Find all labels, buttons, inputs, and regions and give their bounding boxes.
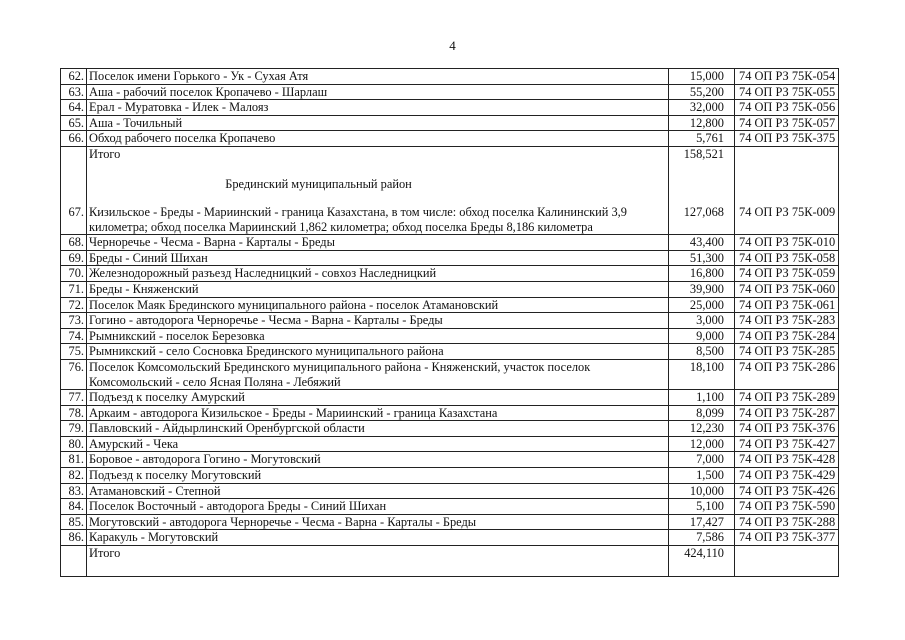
- road-length: 12,000: [669, 436, 735, 452]
- road-length: 7,586: [669, 530, 735, 546]
- road-name: Кизильское - Бреды - Мариинский - граница Казахстана, в том числе: обход поселка Калининский 3,9 километра; обход поселка Мариинский 1,862 километра; обход поселка Бреды 8,186 километра: [87, 205, 669, 235]
- road-code: 74 ОП РЗ 75К-058: [735, 250, 839, 266]
- road-name: Рымникский - село Сосновка Брединского муниципального района: [87, 344, 669, 360]
- road-name: Поселок Комсомольский Брединского муниципального района - Княженский, участок поселок Комсомольский - село Ясная Поляна - Лебяжий: [87, 359, 669, 389]
- roads-table: [60, 68, 839, 577]
- row-number: 79.: [61, 421, 87, 437]
- road-code: 74 ОП РЗ 75К-285: [735, 344, 839, 360]
- row-number: 65.: [61, 115, 87, 131]
- row-number: [61, 147, 87, 177]
- row-number: 62.: [61, 69, 87, 85]
- row-number: 69.: [61, 250, 87, 266]
- road-name: Могутовский - автодорога Черноречье - Чесма - Варна - Карталы - Бреды: [87, 514, 669, 530]
- total-value: 424,110: [669, 546, 735, 577]
- road-name: Бреды - Синий Шихан: [87, 250, 669, 266]
- road-length: 5,100: [669, 499, 735, 515]
- road-length: 51,300: [669, 250, 735, 266]
- road-length: 39,900: [669, 281, 735, 297]
- road-length: 3,000: [669, 313, 735, 329]
- road-code: 74 ОП РЗ 75К-288: [735, 514, 839, 530]
- road-length: 55,200: [669, 84, 735, 100]
- road-code: [735, 177, 839, 205]
- table-row: [61, 390, 839, 406]
- table-row: [61, 468, 839, 484]
- road-length: [669, 177, 735, 205]
- road-code: [735, 147, 839, 177]
- row-number: 84.: [61, 499, 87, 515]
- total-label: Итого: [87, 546, 669, 577]
- road-length: 43,400: [669, 235, 735, 251]
- row-number: 70.: [61, 266, 87, 282]
- road-length: 1,500: [669, 468, 735, 484]
- row-number: 77.: [61, 390, 87, 406]
- table-row: [61, 115, 839, 131]
- total-value: 158,521: [669, 147, 735, 177]
- road-name: Аркаим - автодорога Кизильское - Бреды - Мариинский - граница Казахстана: [87, 405, 669, 421]
- road-code: 74 ОП РЗ 75К-054: [735, 69, 839, 85]
- table-row: [61, 483, 839, 499]
- row-number: 74.: [61, 328, 87, 344]
- section-header-row: [61, 177, 839, 205]
- road-code: 74 ОП РЗ 75К-286: [735, 359, 839, 389]
- row-number: 78.: [61, 405, 87, 421]
- road-length: 15,000: [669, 69, 735, 85]
- road-code: 74 ОП РЗ 75К-284: [735, 328, 839, 344]
- road-name: Ерал - Муратовка - Илек - Малояз: [87, 100, 669, 116]
- table-row: [61, 297, 839, 313]
- road-code: 74 ОП РЗ 75К-009: [735, 205, 839, 235]
- total-label: Итого: [87, 147, 669, 177]
- road-name: Обход рабочего поселка Кропачево: [87, 131, 669, 147]
- row-number: 76.: [61, 359, 87, 389]
- road-code: 74 ОП РЗ 75К-060: [735, 281, 839, 297]
- table-row: [61, 359, 839, 389]
- table-row: [61, 421, 839, 437]
- road-name: Подъезд к поселку Могутовский: [87, 468, 669, 484]
- row-number: 71.: [61, 281, 87, 297]
- row-number: [61, 177, 87, 205]
- table-row: [61, 514, 839, 530]
- roads-table-body: [61, 69, 839, 577]
- road-name: Рымникский - поселок Березовка: [87, 328, 669, 344]
- road-code: 74 ОП РЗ 75К-377: [735, 530, 839, 546]
- row-number: 82.: [61, 468, 87, 484]
- road-code: 74 ОП РЗ 75К-287: [735, 405, 839, 421]
- total-row: [61, 546, 839, 577]
- road-code: 74 ОП РЗ 75К-426: [735, 483, 839, 499]
- road-length: 18,100: [669, 359, 735, 389]
- table-row: [61, 69, 839, 85]
- row-number: 75.: [61, 344, 87, 360]
- road-code: 74 ОП РЗ 75К-429: [735, 468, 839, 484]
- row-number: 72.: [61, 297, 87, 313]
- table-row: [61, 436, 839, 452]
- road-name: Поселок Восточный - автодорога Бреды - Синий Шихан: [87, 499, 669, 515]
- road-name: Подъезд к поселку Амурский: [87, 390, 669, 406]
- table-row: [61, 530, 839, 546]
- road-name: Боровое - автодорога Гогино - Могутовский: [87, 452, 669, 468]
- table-row: [61, 405, 839, 421]
- road-length: 1,100: [669, 390, 735, 406]
- table-row: [61, 281, 839, 297]
- road-length: 7,000: [669, 452, 735, 468]
- table-row: [61, 84, 839, 100]
- road-code: 74 ОП РЗ 75К-059: [735, 266, 839, 282]
- road-code: 74 ОП РЗ 75К-056: [735, 100, 839, 116]
- row-number: 66.: [61, 131, 87, 147]
- table-row: [61, 250, 839, 266]
- road-length: 10,000: [669, 483, 735, 499]
- road-code: 74 ОП РЗ 75К-283: [735, 313, 839, 329]
- road-code: 74 ОП РЗ 75К-590: [735, 499, 839, 515]
- row-number: 73.: [61, 313, 87, 329]
- section-title: Брединский муниципальный район: [87, 177, 669, 205]
- row-number: 67.: [61, 205, 87, 235]
- table-row: [61, 344, 839, 360]
- table-row: [61, 100, 839, 116]
- road-name: Гогино - автодорога Черноречье - Чесма - Варна - Карталы - Бреды: [87, 313, 669, 329]
- road-code: 74 ОП РЗ 75К-375: [735, 131, 839, 147]
- road-name: Атамановский - Степной: [87, 483, 669, 499]
- road-code: 74 ОП РЗ 75К-061: [735, 297, 839, 313]
- road-code: 74 ОП РЗ 75К-057: [735, 115, 839, 131]
- road-code: 74 ОП РЗ 75К-010: [735, 235, 839, 251]
- road-length: 17,427: [669, 514, 735, 530]
- road-name: Аша - рабочий поселок Кропачево - Шарлаш: [87, 84, 669, 100]
- row-number: 85.: [61, 514, 87, 530]
- row-number: 81.: [61, 452, 87, 468]
- road-length: 12,800: [669, 115, 735, 131]
- row-number: 63.: [61, 84, 87, 100]
- page-number: 4: [449, 38, 456, 53]
- row-number: 83.: [61, 483, 87, 499]
- road-length: 9,000: [669, 328, 735, 344]
- road-name: Амурский - Чека: [87, 436, 669, 452]
- road-name: Черноречье - Чесма - Варна - Карталы - Бреды: [87, 235, 669, 251]
- road-code: [735, 546, 839, 577]
- table-row: [61, 313, 839, 329]
- road-name: Поселок имени Горького - Ук - Сухая Атя: [87, 69, 669, 85]
- row-number: 80.: [61, 436, 87, 452]
- table-row: [61, 499, 839, 515]
- road-name: Каракуль - Могутовский: [87, 530, 669, 546]
- road-code: 74 ОП РЗ 75К-055: [735, 84, 839, 100]
- road-name: Аша - Точильный: [87, 115, 669, 131]
- road-name: Поселок Маяк Брединского муниципального района - поселок Атамановский: [87, 297, 669, 313]
- road-code: 74 ОП РЗ 75К-289: [735, 390, 839, 406]
- road-length: 8,099: [669, 405, 735, 421]
- row-number: 64.: [61, 100, 87, 116]
- table-row: [61, 266, 839, 282]
- road-code: 74 ОП РЗ 75К-427: [735, 436, 839, 452]
- table-row: [61, 328, 839, 344]
- row-number: 68.: [61, 235, 87, 251]
- road-name: Павловский - Айдырлинский Оренбургской области: [87, 421, 669, 437]
- road-length: 12,230: [669, 421, 735, 437]
- total-row: [61, 147, 839, 177]
- road-length: 25,000: [669, 297, 735, 313]
- table-row: [61, 235, 839, 251]
- road-code: 74 ОП РЗ 75К-428: [735, 452, 839, 468]
- table-row: [61, 205, 839, 235]
- road-length: 16,800: [669, 266, 735, 282]
- road-length: 8,500: [669, 344, 735, 360]
- road-code: 74 ОП РЗ 75К-376: [735, 421, 839, 437]
- table-row: [61, 131, 839, 147]
- row-number: [61, 546, 87, 577]
- road-name: Бреды - Княженский: [87, 281, 669, 297]
- table-row: [61, 452, 839, 468]
- road-length: 127,068: [669, 205, 735, 235]
- road-length: 32,000: [669, 100, 735, 116]
- road-name: Железнодорожный разъезд Наследницкий - совхоз Наследницкий: [87, 266, 669, 282]
- road-length: 5,761: [669, 131, 735, 147]
- row-number: 86.: [61, 530, 87, 546]
